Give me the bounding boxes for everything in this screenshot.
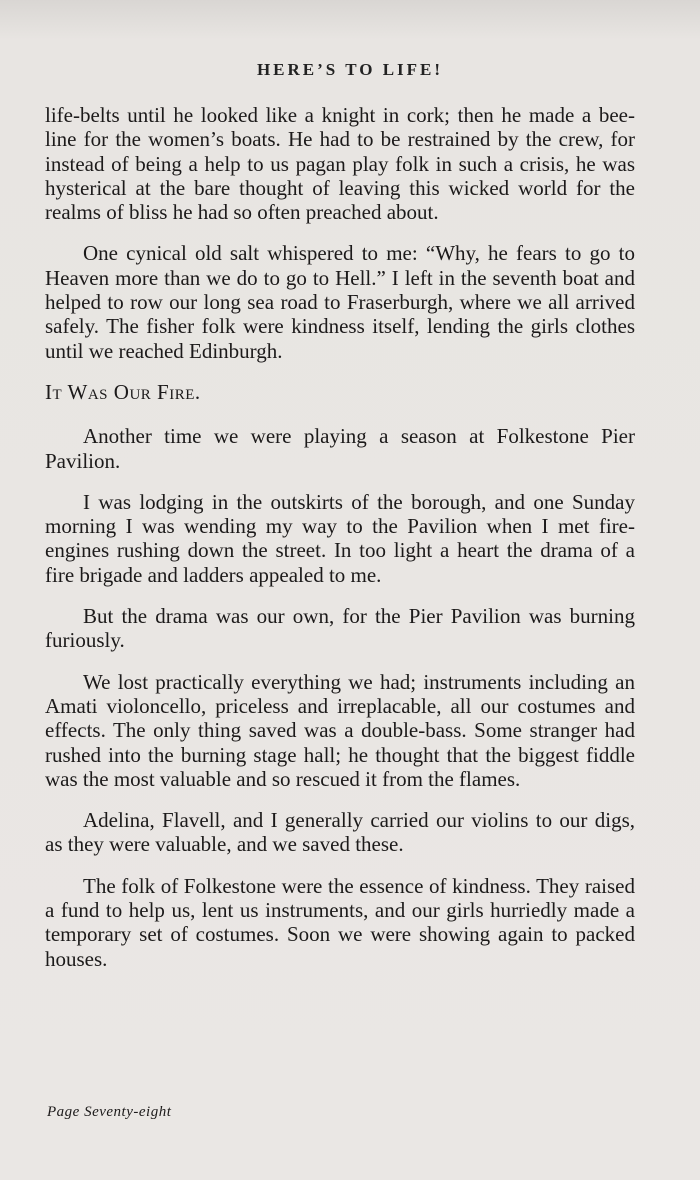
paragraph: The folk of Folkestone were the essence of kindness. They raised a fund to help us, lent us instruments, and our girls hurriedly made a temporary set of costumes. Soon we were showing again to packed houses. [45, 873, 635, 971]
paragraph: But the drama was our own, for the Pier Pavilion was burning furiously. [45, 604, 635, 653]
section-heading: It Was Our Fire. [45, 379, 201, 404]
page-number-label: Page Seventy-eight [47, 1104, 172, 1120]
page-body [45, 103, 635, 988]
paragraph: I was lodging in the outskirts of the borough, and one Sunday morning I was wending my way to the Pavilion when I met fire-engines rushing down the street. In too light a heart the drama of a fire brigade and ladders appealed to me. [45, 489, 635, 587]
paragraph: We lost practically everything we had; instruments including an Amati violoncello, priceless and irreplacable, all our costumes and effects. The only thing saved was a double-bass. Some stranger had rushed into the burning stage hall; he thought that the biggest fiddle was the most valuable and so rescued it from the flames. [45, 669, 635, 791]
paragraph: Adelina, Flavell, and I generally carried our violins to our digs, as they were valuable, and we saved these. [45, 808, 635, 857]
paragraph: One cynical old salt whispered to me: “Why, he fears to go to Heaven more than we do to go to Hell.” I left in the seventh boat and helped to row our long sea road to Fraserburgh, where we all arrived safely. The fisher folk were kindness itself, lending the girls clothes until we reached Edinburgh. [45, 241, 635, 363]
paragraph: life-belts until he looked like a knight in cork; then he made a bee-line for the women’s boats. He had to be restrained by the crew, for instead of being a help to us pagan play folk in such a crisis, he was hysterical at the bare thought of leaving this wicked world for the realms of bliss he had so often preached about. [45, 103, 635, 225]
paragraph: Another time we were playing a season at Folkestone Pier Pavilion. [45, 424, 635, 473]
running-title: HERE’S TO LIFE! [256, 60, 444, 79]
